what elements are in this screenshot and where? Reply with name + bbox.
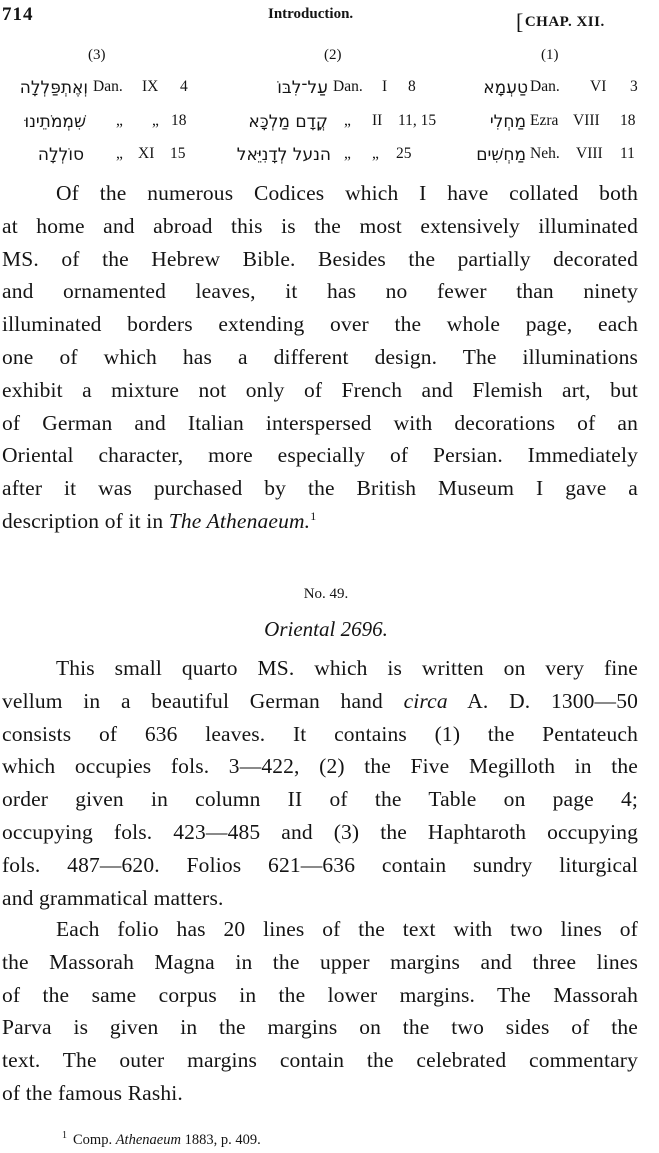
manuscript-title: Oriental 2696. <box>264 617 388 641</box>
table-row <box>0 112 659 138</box>
running-title: Introduction. <box>268 6 354 22</box>
ditto-mark: „ <box>344 112 351 129</box>
chapter-number: I <box>382 78 388 95</box>
chapter-label: [CHAP. XII. <box>516 9 605 34</box>
chapter-number: II <box>372 112 383 129</box>
journal-title: The Athenaeum. <box>168 508 311 533</box>
entry-number: No. 49. <box>303 586 349 602</box>
text-line: occupying fols. 423—485 and (3) the Haphtaroth occupying <box>2 819 638 844</box>
text-line: text. The outer margins contain the celebrated commentary <box>2 1048 638 1073</box>
ditto-mark: „ <box>116 112 123 129</box>
hebrew-word: סוֹלְלָה <box>37 145 84 165</box>
paragraph-description <box>2 652 638 914</box>
text-line: fols. 487—620. Folios 621—636 contain sundry liturgical <box>2 852 638 877</box>
text-line: MS. of the Hebrew Bible. Besides the partially decorated <box>2 246 638 271</box>
footnote-citation: 1883, p. 409. <box>180 1131 261 1148</box>
text-line: one of which has a different design. The illuminations <box>2 344 638 369</box>
ditto-mark: „ <box>116 145 123 162</box>
text-line <box>2 505 638 538</box>
hebrew-word: שִׁמְמֹתֵינוּ <box>24 112 86 132</box>
book-name: Neh. <box>530 145 560 162</box>
verse-number: 8 <box>408 78 416 95</box>
hebrew-word: מַחְשִׁים <box>476 145 526 165</box>
verse-number: 11 <box>620 145 635 162</box>
book-name: Dan. <box>93 78 123 95</box>
text-line: Oriental character, more especially of Persian. Immediately <box>2 443 638 468</box>
hebrew-word: טַעְמָא <box>483 78 528 98</box>
hebrew-word: וְאֶתְפַּלְלָה <box>19 78 88 98</box>
text-line: of the famous Rashi. <box>2 1080 183 1105</box>
paragraph-codices <box>2 177 638 538</box>
table-row <box>0 78 659 104</box>
chapter-number: VIII <box>576 145 603 162</box>
text-line: Parva is given in the margins on the two sides of the <box>2 1015 638 1040</box>
text-line <box>2 685 638 718</box>
column-header-2: (2) <box>324 47 342 63</box>
text-line: and grammatical matters. <box>2 885 224 910</box>
book-name: Dan. <box>530 78 560 95</box>
column-header-3: (3) <box>88 47 106 63</box>
text-line: Each folio has 20 lines of the text with two lines of <box>56 917 638 941</box>
chapter-number: VIII <box>573 112 600 129</box>
page-number: 714 <box>2 4 34 25</box>
verse-number: 4 <box>180 78 188 95</box>
text-fragment: vellum in a beautiful German hand <box>2 688 404 713</box>
table-row <box>0 145 659 171</box>
ditto-mark: „ <box>344 145 351 162</box>
hebrew-word: מַחְלִי <box>489 112 526 132</box>
verse-number: 18 <box>620 112 636 129</box>
text-line: exhibit a mixture not only of French and Flemish art, but <box>2 377 638 402</box>
text-line: which occupies fols. 3—422, (2) the Five Megilloth in the <box>2 754 638 779</box>
text-line: illuminated borders extending over the whole page, each <box>2 312 638 337</box>
text-line: at home and abroad this is the most extensively illuminated <box>2 213 638 238</box>
running-header <box>0 4 659 34</box>
chapter-number: XI <box>138 145 155 162</box>
hebrew-word: הנעל לְדָנִיֵּאל <box>236 145 331 165</box>
chapter-number: IX <box>142 78 159 95</box>
text-line: order given in column II of the Table on page 4; <box>2 787 638 812</box>
italic-word: circa <box>403 688 448 713</box>
footnote-journal: Athenaeum <box>115 1131 181 1148</box>
verse-number: 25 <box>396 145 412 162</box>
chapter-number: „ <box>152 112 159 129</box>
column-header-1: (1) <box>541 47 559 63</box>
chapter-number: VI <box>590 78 607 95</box>
text-line: and ornamented leaves, it has no fewer than ninety <box>2 279 638 304</box>
chapter-number: „ <box>372 145 379 162</box>
verse-number: 3 <box>630 78 638 95</box>
text-line: after it was purchased by the British Museum I gave a <box>2 476 638 501</box>
text-line: the Massorah Magna in the upper margins and three lines <box>2 949 638 974</box>
footnote-text: Comp. <box>73 1131 116 1148</box>
text-fragment: A. D. 1300—50 <box>447 688 638 713</box>
verse-number: 11, 15 <box>398 112 437 129</box>
text-line: This small quarto MS. which is written on very fine <box>56 656 638 680</box>
verse-number: 18 <box>171 112 187 129</box>
footnote <box>62 1130 261 1149</box>
book-name: Dan. <box>333 78 363 95</box>
hebrew-word: עַל־לִבּוֹ <box>277 78 328 98</box>
text-line: of the same corpus in the lower margins. The Massorah <box>2 982 638 1007</box>
book-name: Ezra <box>530 112 559 129</box>
chapter-text: CHAP. XII. <box>524 14 605 30</box>
text-fragment: description of it in <box>2 508 169 533</box>
hebrew-word: קֳדָם מַלְכָּא <box>248 112 328 132</box>
paragraph-folio <box>2 913 638 1110</box>
footnote-mark: 1 <box>62 1130 67 1141</box>
text-line: consists of 636 leaves. It contains (1) the Pentateuch <box>2 721 638 746</box>
text-line: of German and Italian interspersed with decorations of an <box>2 410 638 435</box>
verse-number: 15 <box>170 145 186 162</box>
footnote-reference: 1 <box>310 508 317 523</box>
text-line: Of the numerous Codices which I have collated both <box>56 181 638 205</box>
